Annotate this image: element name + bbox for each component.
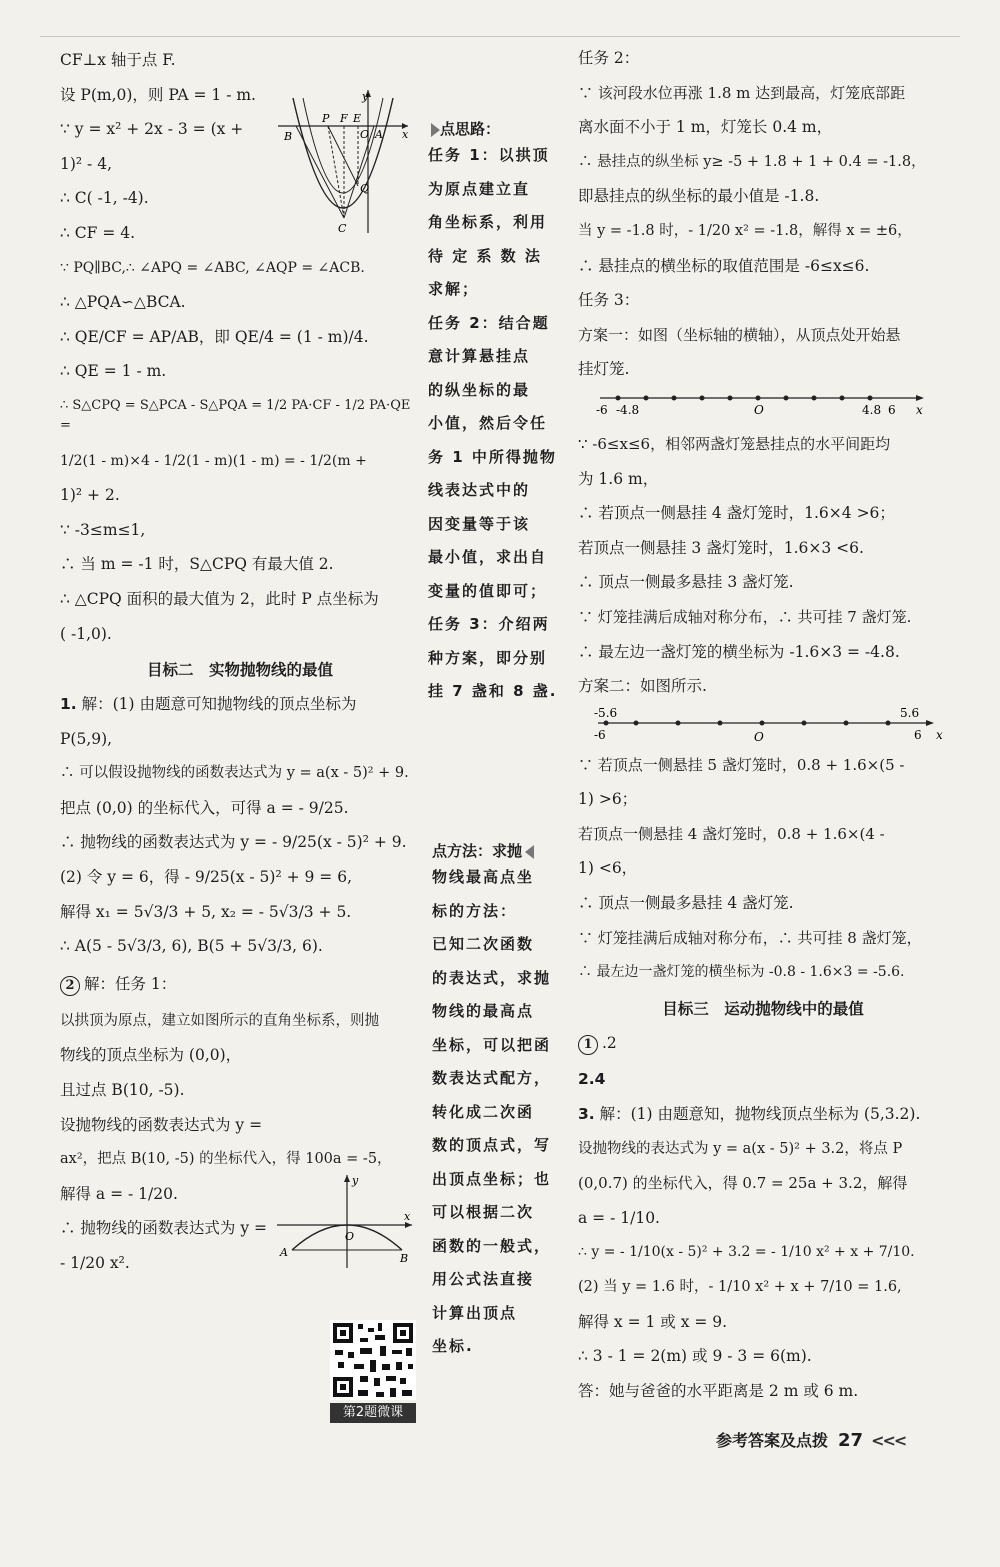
hint-line: 坐标，可以把函 (432, 1035, 552, 1054)
hint-title: 点方法：求抛 (432, 842, 523, 860)
hint-line: 小值，然后令任 (428, 414, 548, 432)
figure-label: P (322, 112, 330, 125)
text-line: 即悬挂点的纵坐标的最小值是 -1.8. (578, 187, 820, 206)
figure-label: y (362, 90, 369, 103)
hint-line: 角坐标系，利用 (428, 213, 548, 231)
qr-caption: 第2题微课 (330, 1403, 416, 1423)
hint-line: 求解； (428, 280, 480, 298)
text-line: ∵ 灯笼挂满后成轴对称分布，∴ 共可挂 8 盏灯笼， (578, 928, 922, 947)
figure-label: O (360, 128, 370, 141)
number-line-plan-2 (578, 705, 948, 749)
hint-line: 意计算悬挂点 (428, 347, 531, 365)
text-line: (0,0.7) 的坐标代入，得 0.7 = 25a + 3.2，解得 (578, 1174, 908, 1193)
text-line: ∴ 当 m = -1 时，S△CPQ 有最大值 2. (60, 555, 334, 574)
text-line: 解得 x₁ = 5√3/3 + 5, x₂ = - 5√3/3 + 5. (60, 902, 352, 921)
text-line: 且过点 B(10, -5). (60, 1081, 185, 1100)
text-line: ∴ QE/CF = AP/AB，即 QE/4 = (1 - m)/4. (60, 327, 369, 346)
text-line: 离水面不小于 1 m，灯笼长 0.4 m， (578, 118, 833, 137)
hint-line: 任务 2：结合题 (428, 313, 550, 332)
hint-line: 种方案，即分别 (428, 648, 548, 667)
text-line: ∵ y = x² + 2x - 3 = (x + (60, 120, 244, 139)
axis-tick-label: 4.8 (862, 402, 882, 417)
hint-line: 待 定 系 数 法 (428, 246, 542, 265)
text-line: 把点 (0,0) 的坐标代入，可得 a = - 9/25. (60, 798, 349, 817)
text-line: ∵ 该河段水位再涨 1.8 m 达到最高，灯笼底部距 (578, 83, 906, 102)
question-number: 2 (60, 976, 80, 996)
text-line: ∵ -6≤x≤6，相邻两盏灯笼悬挂点的水平间距均 (578, 434, 891, 453)
axis-tick-label: -4.8 (616, 402, 640, 417)
hint-line: 转化成二次函 (432, 1102, 535, 1121)
text-line: ∴ A(5 - 5√3/3, 6), B(5 + 5√3/3, 6). (60, 937, 323, 956)
axis-tick-label: -6 (594, 727, 606, 742)
axis-tick-label: -6 (596, 402, 608, 417)
pointer-arrow-icon (525, 845, 534, 859)
answer-number: 1 (578, 1035, 598, 1055)
hint-line: 可以根据二次 (432, 1203, 535, 1221)
axis-tick-label: -5.6 (594, 705, 618, 720)
text-line: 解：(1) 由题意知，抛物线顶点坐标为 (5,3.2). (599, 1105, 921, 1124)
text-line: 解：(1) 由题意可知抛物线的顶点坐标为 (81, 695, 357, 714)
text-line: 设 P(m,0)，则 PA = 1 - m. (60, 85, 256, 104)
text-line: 答：她与爸爸的水平距离是 2 m 或 6 m. (578, 1381, 859, 1400)
text-line: 解得 x = 1 或 x = 9. (578, 1312, 728, 1331)
pointer-arrow-icon (431, 123, 440, 137)
figure-label: C (338, 222, 347, 235)
text-line: ∴ 抛物线的函数表达式为 y = (60, 1219, 268, 1238)
text-line: ∴ 顶点一侧最多悬挂 3 盏灯笼. (578, 573, 794, 592)
footer-title: 参考答案及点拨 (716, 1431, 829, 1450)
figure-label: x (402, 128, 409, 141)
answer-value: .2 (602, 1033, 617, 1052)
text-line: ∴ 3 - 1 = 2(m) 或 9 - 3 = 6(m). (578, 1347, 812, 1366)
text-line: ∴ CF = 4. (60, 223, 136, 242)
text-line: ∴ S△CPQ = S△PCA - S△PQA = 1/2 PA·CF - 1/2 PA·QE = (60, 397, 415, 433)
hint-line: 函数的一般式， (432, 1236, 552, 1255)
text-line: ∴ C( -1, -4). (60, 189, 149, 208)
text-line: 1) >6； (578, 790, 638, 809)
text-line: ( -1,0). (60, 624, 112, 643)
page-footer (716, 1428, 905, 1451)
text-line: ∴ 顶点一侧最多悬挂 4 盏灯笼. (578, 894, 794, 913)
text-line: ∵ PQ∥BC,∴ ∠APQ = ∠ABC, ∠AQP = ∠ACB. (60, 259, 365, 276)
section-heading: 目标二 实物抛物线的最值 (146, 661, 333, 680)
axis-tick-label: x (936, 727, 943, 742)
text-line: 设抛物线的表达式为 y = a(x - 5)² + 3.2，将点 P (578, 1140, 903, 1157)
figure-label: E (353, 112, 362, 125)
hint-line: 务 1 中所得抛物 (428, 447, 557, 466)
hint-box-idea (428, 118, 560, 709)
top-rule (40, 36, 960, 43)
hint-box-method (432, 840, 564, 1364)
hint-line: 挂 7 盏和 8 盏. (428, 682, 558, 700)
figure-label: A (375, 128, 383, 141)
text-line: ∵ -3≤m≤1, (60, 520, 146, 539)
hint-line: 用公式法直接 (432, 1270, 535, 1288)
text-line: ∴ 抛物线的函数表达式为 y = - 9/25(x - 5)² + 9. (60, 833, 407, 852)
text-line: 任务 2： (578, 49, 640, 67)
text-line: ∴ 若顶点一侧悬挂 4 盏灯笼时，1.6×4 >6； (578, 504, 895, 523)
text-line: ∴ 悬挂点的纵坐标 y≥ -5 + 1.8 + 1 + 0.4 = -1.8， (578, 153, 926, 170)
figure-label: Q (360, 182, 370, 195)
right-column (578, 48, 948, 1415)
text-line: 若顶点一侧悬挂 3 盏灯笼时，1.6×3 <6. (578, 538, 864, 557)
text-line: (2) 当 y = 1.6 时，- 1/10 x² + x + 7/10 = 1.6, (578, 1279, 902, 1295)
hint-line: 数的顶点式，写 (432, 1136, 552, 1154)
text-line: a = - 1/10. (578, 1208, 660, 1227)
text-line: ∴ △CPQ 面积的最大值为 2，此时 P 点坐标为 (60, 589, 379, 608)
hint-line: 任务 3：介绍两 (428, 615, 550, 633)
hint-line: 标的方法： (432, 901, 518, 920)
parabola-figure-1 (278, 88, 418, 238)
text-line: 当 y = -1.8 时，- 1/20 x² = -1.8，解得 x = ±6， (578, 222, 912, 239)
qr-code[interactable] (330, 1320, 416, 1400)
hint-line: 物线的最高点 (432, 1002, 535, 1020)
hint-line: 的表达式，求抛 (432, 968, 552, 987)
text-line: ∴ y = - 1/10(x - 5)² + 3.2 = - 1/10 x² + x + 7/10. (578, 1244, 915, 1261)
text-line: 任务 3： (578, 291, 640, 310)
text-line: CF⊥x 轴于点 F. (60, 51, 176, 69)
text-line: 挂灯笼. (578, 360, 630, 379)
hint-line: 为原点建立直 (428, 179, 531, 198)
text-line: 设抛物线的函数表达式为 y = (60, 1115, 263, 1134)
figure-label: y (352, 1174, 359, 1187)
text-line: 方案一：如图（坐标轴的横轴），从顶点处开始悬 (578, 325, 901, 344)
text-line: 1)² - 4, (60, 154, 113, 173)
hint-title: 点思路： (440, 120, 501, 138)
text-line: 若顶点一侧悬挂 4 盏灯笼时，0.8 + 1.6×(4 - (578, 824, 885, 843)
text-line: ∴ △PQA∽△BCA. (60, 293, 186, 312)
hint-line: 已知二次函数 (432, 935, 535, 953)
hint-line: 最小值，求出自 (428, 548, 548, 566)
figure-label: B (400, 1252, 409, 1265)
text-line: 以拱顶为原点，建立如图所示的直角坐标系，则抛 (60, 1012, 379, 1029)
chevrons-icon: <<< (871, 1431, 906, 1450)
section-heading: 目标三 运动抛物线中的最值 (662, 999, 864, 1018)
figure-label: F (340, 112, 348, 125)
text-line: P(5,9), (60, 729, 113, 748)
text-line: (2) 令 y = 6，得 - 9/25(x - 5)² + 9 = 6, (60, 868, 353, 887)
text-line: 解得 a = - 1/20. (60, 1184, 178, 1203)
text-line: 解：任务 1： (84, 975, 177, 994)
text-line: ∴ QE = 1 - m. (60, 362, 167, 381)
text-line: 1)² + 2. (60, 486, 120, 505)
figure-label: A (280, 1246, 288, 1259)
figure-label: x (404, 1210, 411, 1223)
text-line: 为 1.6 m， (578, 469, 659, 488)
text-line: 1/2(1 - m)×4 - 1/2(1 - m)(1 - m) = - 1/2(m + (60, 452, 367, 469)
text-line: ∴ 可以假设抛物线的函数表达式为 y = a(x - 5)² + 9. (60, 765, 409, 782)
text-line: ∴ 最左边一盏灯笼的横坐标为 -0.8 - 1.6×3 = -5.6. (578, 964, 905, 981)
hint-line: 出顶点坐标；也 (432, 1169, 552, 1188)
text-line: ∴ 悬挂点的横坐标的取值范围是 -6≤x≤6. (578, 256, 870, 275)
hint-line: 数表达式配方， (432, 1069, 552, 1087)
answer-line: 2.4 (578, 1070, 606, 1089)
hint-line: 变量的值即可； (428, 581, 548, 600)
axis-tick-label: x (916, 402, 923, 417)
number-line-plan-1 (578, 390, 948, 426)
hint-line: 线表达式中的 (428, 481, 531, 499)
text-line: ∵ 若顶点一侧悬挂 5 盏灯笼时，0.8 + 1.6×(5 - (578, 755, 905, 774)
figure-label: O (345, 1230, 355, 1243)
hint-line: 物线最高点坐 (432, 868, 535, 886)
text-line: ∴ 最左边一盏灯笼的横坐标为 -1.6×3 = -4.8. (578, 642, 900, 661)
hint-line: 坐标. (432, 1337, 474, 1355)
axis-tick-label: 5.6 (900, 705, 920, 720)
figure-label: B (284, 130, 293, 143)
hint-line: 的纵坐标的最 (428, 380, 531, 399)
hint-line: 因变量等于该 (428, 514, 531, 533)
hint-line: 任务 1：以拱顶 (428, 146, 550, 164)
text-line: 方案二：如图所示. (578, 677, 707, 696)
text-line: - 1/20 x². (60, 1254, 130, 1272)
text-line: ∵ 灯笼挂满后成轴对称分布，∴ 共可挂 7 盏灯笼. (578, 607, 912, 626)
question-number: 3. (578, 1105, 595, 1124)
page-number: 27 (838, 1430, 864, 1451)
text-line: 物线的顶点坐标为 (0,0)， (60, 1046, 242, 1065)
hint-line: 计算出顶点 (432, 1303, 518, 1322)
question-number: 1. (60, 695, 77, 714)
text-line: 1) <6， (578, 859, 638, 878)
parabola-figure-2 (272, 1170, 417, 1270)
axis-tick-label: 6 (914, 727, 922, 742)
axis-tick-label: O (754, 729, 764, 744)
axis-tick-label: O (754, 402, 764, 417)
text-line: ax²，把点 B(10, -5) 的坐标代入，得 100a = -5， (60, 1151, 392, 1168)
axis-tick-label: 6 (888, 402, 896, 417)
